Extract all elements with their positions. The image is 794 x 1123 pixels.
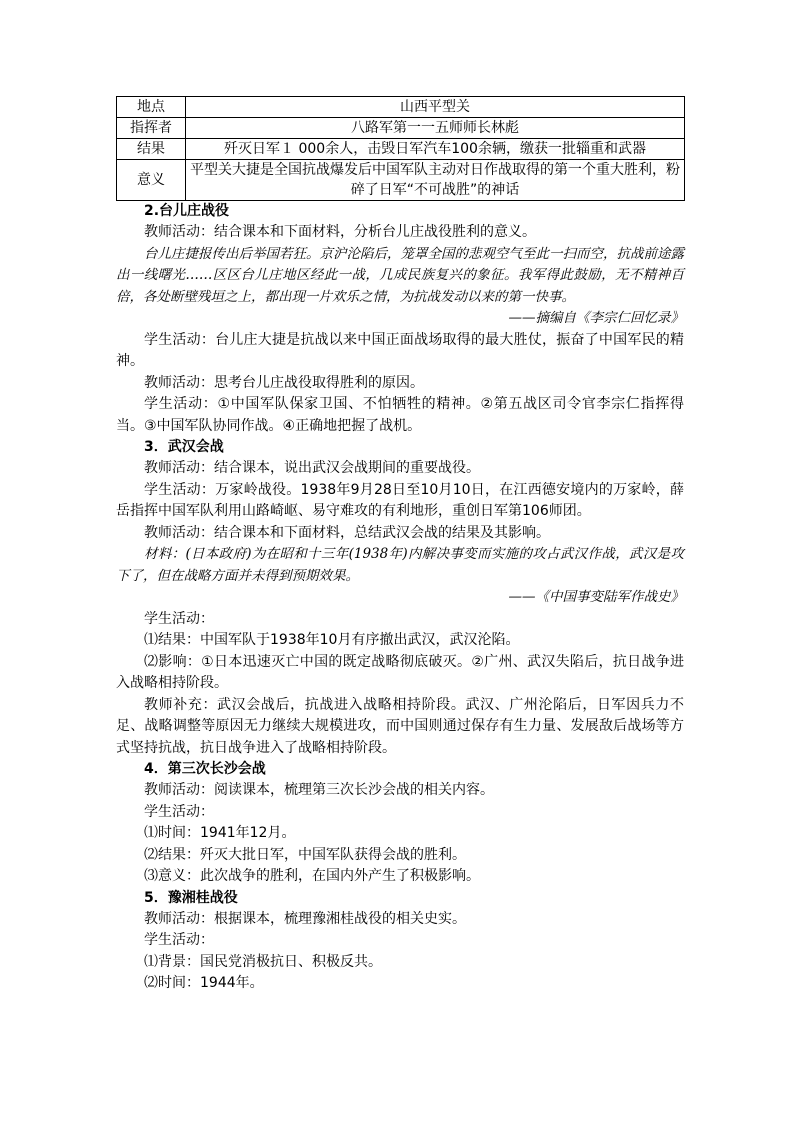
paragraph: ⑴时间：1941年12月。 [144,825,296,841]
quote-source: ——摘编自《李宗仁回忆录》 [508,310,684,326]
paragraph: ⑵结果：歼灭大批日军，中国军队获得会战的胜利。 [144,846,466,863]
paragraph: 教师活动：思考台儿庄战役取得胜利的原因。 [144,374,424,391]
paragraph: 教师活动：根据课本，梳理豫湘桂战役的相关史实。 [144,910,466,927]
section-heading-changsha: 4．第三次长沙会战 [144,761,266,777]
paragraph: 教师活动：结合课本和下面材料，分析台儿庄战役胜利的意义。 [144,224,536,240]
table-key: 结果 [117,139,186,160]
paragraph: 教师活动：结合课本和下面材料，总结武汉会战的结果及其影响。 [144,524,550,541]
paragraph: ⑵影响：①日本迅速灭亡中国的既定战略彻底破灭。②广州、武汉失陷后，抗日战争进入战略相持阶段。 [116,653,684,691]
section-heading-yuxianggui: 5．豫湘桂战役 [144,889,238,906]
paragraph: 教师活动：阅读课本，梳理第三次长沙会战的相关内容。 [144,782,494,798]
paragraph: ⑴结果：中国军队于1938年10月有序撤出武汉，武汉沦陷。 [144,632,520,648]
quote-passage: 材料：(日本政府)为在昭和十三年(1938年)内解决事变而实施的攻占武汉作战，武汉是攻下了，但在战略方面并未得到预期效果。 [116,546,684,584]
paragraph: 学生活动： [144,610,214,627]
table-row [117,118,685,139]
paragraph: 学生活动：万家岭战役。1938年9月28日至10月10日，在江西德安境内的万家岭，薛岳指挥中国军队利用山路崎岖、易守难攻的有利地形，重创日军第106师团。 [116,481,684,519]
paragraph: 学生活动： [144,932,214,948]
paragraph: ⑶意义：此次战争的胜利，在国内外产生了积极影响。 [144,868,480,884]
quote-source: ——《中国事变陆军作战史》 [508,589,684,605]
table-value: 山西平型关 [186,97,685,118]
table-key: 地点 [117,97,186,118]
table-value: 平型关大捷是全国抗战爆发后中国军队主动对日作战取得的第一个重大胜利，粉碎了日军“不可战胜”的神话 [186,160,685,201]
paragraph: ⑵时间：1944年。 [144,975,264,991]
paragraph: 教师活动：结合课本，说出武汉会战期间的重要战役。 [144,460,480,476]
table-row [117,97,685,118]
table-key: 意义 [117,160,186,201]
table-value: 歼灭日军１ 000余人，击毁日军汽车100余辆，缴获一批辎重和武器 [186,139,685,160]
paragraph: ⑴背景：国民党消极抗日、积极反共。 [144,953,382,970]
section-heading-taierzhuang: 2.台儿庄战役 [144,203,230,219]
table-row [117,160,685,201]
table-value: 八路军第一一五师师长林彪 [186,118,685,139]
quote-passage: 台儿庄捷报传出后举国若狂。京沪沦陷后，笼罩全国的悲观空气至此一扫而空，抗战前途露出一线曙光……区区台儿庄地区经此一战，几成民族复兴的象征。我军得此鼓励，无不精神百倍，各处断壁残垣之上，都出现一片欢乐之情，为抗战发动以来的第一快事。 [116,245,684,305]
document-page [116,96,684,995]
table-key: 指挥者 [117,118,186,139]
paragraph: 学生活动：台儿庄大捷是抗战以来中国正面战场取得的最大胜仗，振奋了中国军民的精神。 [116,331,684,369]
paragraph: 教师补充：武汉会战后，抗战进入战略相持阶段。武汉、广州沦陷后，日军因兵力不足、战略调整等原因无力继续大规模进攻，而中国则通过保存有生力量、发展敌后战场等方式坚持抗战，抗日战争进入了战略相持阶段。 [116,696,684,756]
paragraph: 学生活动：①中国军队保家卫国、不怕牺牲的精神。②第五战区司令官李宗仁指挥得当。③中国军队协同作战。④正确地把握了战机。 [116,396,684,434]
paragraph: 学生活动： [144,803,214,820]
table-row [117,139,685,160]
section-heading-wuhan: 3．武汉会战 [144,439,224,455]
summary-table [116,96,685,201]
